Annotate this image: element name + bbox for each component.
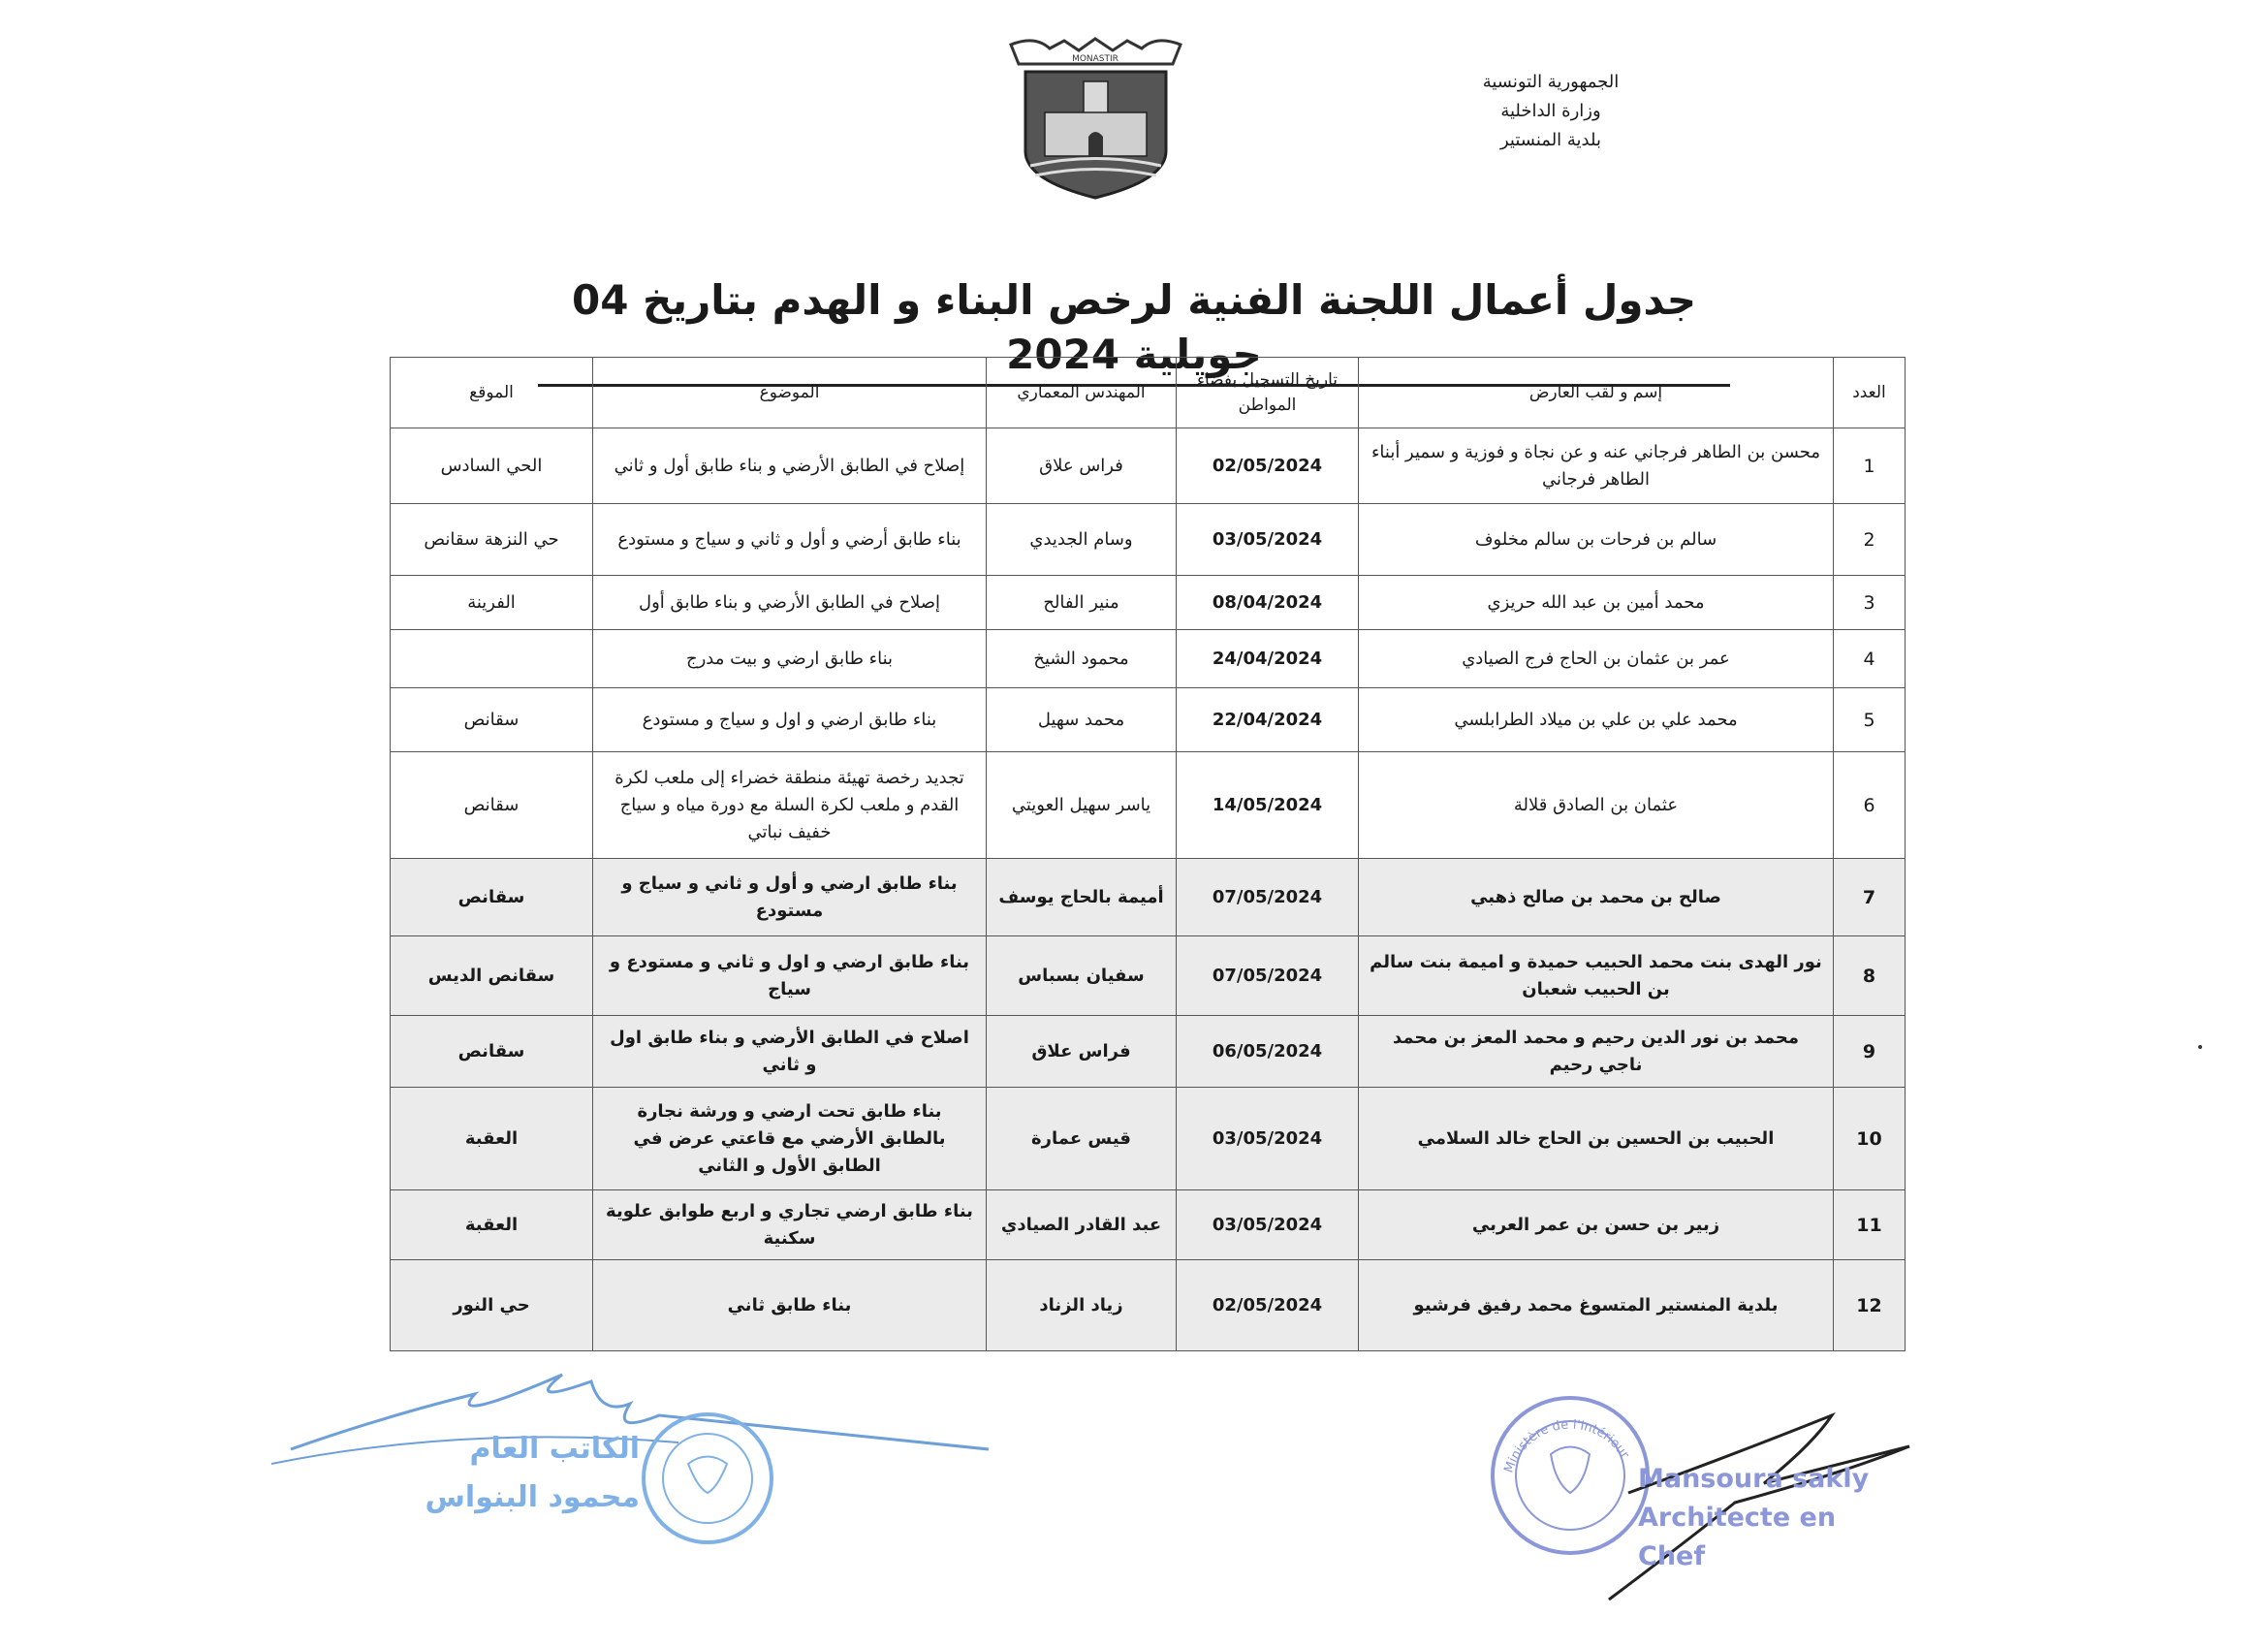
header-municipality: بلدية المنستير bbox=[1500, 130, 1601, 150]
agenda-table bbox=[390, 357, 1905, 1351]
row-architect: أميمة بالحاج يوسف bbox=[987, 859, 1177, 936]
row-subject: بناء طابق ارضي و أول و ثاني و سياج و مستودع bbox=[593, 859, 987, 936]
logo-banner-text: MONASTIR bbox=[1072, 54, 1118, 64]
row-architect: سفيان بسباس bbox=[987, 936, 1177, 1016]
row-subject: بناء طابق أرضي و أول و ثاني و سياج و مستودع bbox=[593, 504, 987, 576]
row-architect: فراس علاق bbox=[987, 428, 1177, 504]
header-architect: المهندس المعماري bbox=[987, 358, 1177, 428]
row-location: العقبة bbox=[391, 1190, 593, 1260]
row-number: 11 bbox=[1834, 1190, 1906, 1260]
chief-architect-role: Architecte en Chef bbox=[1638, 1503, 1837, 1571]
row-subject: بناء طابق ارضي و بيت مدرج bbox=[593, 630, 987, 688]
row-applicant: سالم بن فرحات بن سالم مخلوف bbox=[1359, 504, 1834, 576]
row-location: الفرينة bbox=[391, 576, 593, 630]
table-row bbox=[391, 859, 1906, 936]
row-applicant: محمد أمين بن عبد الله حريزي bbox=[1359, 576, 1834, 630]
table-row bbox=[391, 1016, 1906, 1088]
monastir-coat-of-arms-logo bbox=[1006, 35, 1185, 200]
secretary-general-signature bbox=[271, 1357, 1008, 1561]
row-subject: اصلاح في الطابق الأرضي و بناء طابق اول و ثاني bbox=[593, 1016, 987, 1088]
row-subject: بناء طابق ارضي تجاري و اربع طوابق علوية سكنية bbox=[593, 1190, 987, 1260]
row-number: 7 bbox=[1834, 859, 1906, 936]
row-subject: بناء طابق ارضي و اول و سياج و مستودع bbox=[593, 688, 987, 752]
row-location: سقانص bbox=[391, 1016, 593, 1088]
header-subject: الموضوع bbox=[593, 358, 987, 428]
row-applicant: عمر بن عثمان بن الحاج فرج الصيادي bbox=[1359, 630, 1834, 688]
row-location: حي النور bbox=[391, 1260, 593, 1351]
row-number: 1 bbox=[1834, 428, 1906, 504]
row-applicant: محمد بن نور الدين رحيم و محمد المعز بن محمد ناجي رحيم bbox=[1359, 1016, 1834, 1088]
row-number: 2 bbox=[1834, 504, 1906, 576]
row-number: 4 bbox=[1834, 630, 1906, 688]
row-number: 9 bbox=[1834, 1016, 1906, 1088]
row-subject: تجديد رخصة تهيئة منطقة خضراء إلى ملعب لكرة القدم و ملعب لكرة السلة مع دورة مياه و سياج خفيف نباتي bbox=[593, 752, 987, 859]
row-number: 12 bbox=[1834, 1260, 1906, 1351]
row-date: 24/04/2024 bbox=[1177, 630, 1359, 688]
table-row bbox=[391, 752, 1906, 859]
row-number: 10 bbox=[1834, 1088, 1906, 1190]
header-republic: الجمهورية التونسية bbox=[1482, 72, 1620, 92]
table-row bbox=[391, 1190, 1906, 1260]
header-applicant: إسم و لقب العارض bbox=[1359, 358, 1834, 428]
row-subject: إصلاح في الطابق الأرضي و بناء طابق أول bbox=[593, 576, 987, 630]
row-subject: بناء طابق ثاني bbox=[593, 1260, 987, 1351]
row-applicant: صالح بن محمد بن صالح ذهبي bbox=[1359, 859, 1834, 936]
table-row bbox=[391, 688, 1906, 752]
scan-speck bbox=[2198, 1045, 2202, 1049]
row-date: 03/05/2024 bbox=[1177, 1190, 1359, 1260]
row-number: 6 bbox=[1834, 752, 1906, 859]
row-number: 5 bbox=[1834, 688, 1906, 752]
row-architect: محمد سهيل bbox=[987, 688, 1177, 752]
row-subject: إصلاح في الطابق الأرضي و بناء طابق أول و ثاني bbox=[593, 428, 987, 504]
header-location: الموقع bbox=[391, 358, 593, 428]
row-location: الحي السادس bbox=[391, 428, 593, 504]
row-architect: زياد الزناد bbox=[987, 1260, 1177, 1351]
row-location: العقبة bbox=[391, 1088, 593, 1190]
header-date: تاريخ التسجيل بفضاء المواطن bbox=[1177, 358, 1359, 428]
row-date: 07/05/2024 bbox=[1177, 936, 1359, 1016]
row-location: سقانص bbox=[391, 859, 593, 936]
row-subject: بناء طابق تحت ارضي و ورشة نجارة بالطابق الأرضي مع قاعتي عرض في الطابق الأول و الثاني bbox=[593, 1088, 987, 1190]
row-number: 3 bbox=[1834, 576, 1906, 630]
row-architect: محمود الشيخ bbox=[987, 630, 1177, 688]
table-header-row bbox=[391, 358, 1906, 428]
row-date: 08/04/2024 bbox=[1177, 576, 1359, 630]
row-architect: قيس عمارة bbox=[987, 1088, 1177, 1190]
row-number: 8 bbox=[1834, 936, 1906, 1016]
secretary-general-name: محمود البنواس bbox=[425, 1480, 640, 1514]
row-architect: وسام الجديدي bbox=[987, 504, 1177, 576]
header-ministry: وزارة الداخلية bbox=[1500, 101, 1601, 121]
stamp-ministry-text: Ministère de l'Intérieur bbox=[1501, 1417, 1632, 1475]
row-date: 02/05/2024 bbox=[1177, 1260, 1359, 1351]
row-location: سقانص الديس bbox=[391, 936, 593, 1016]
row-date: 22/04/2024 bbox=[1177, 688, 1359, 752]
row-date: 07/05/2024 bbox=[1177, 859, 1359, 936]
header-number: العدد bbox=[1834, 358, 1906, 428]
row-applicant: محسن بن الطاهر فرجاني عنه و عن نجاة و فوزية و سمير أبناء الطاهر فرجاني bbox=[1359, 428, 1834, 504]
table-row bbox=[391, 936, 1906, 1016]
row-applicant: نور الهدى بنت محمد الحبيب حميدة و اميمة بنت سالم بن الحبيب شعبان bbox=[1359, 936, 1834, 1016]
row-architect: فراس علاق bbox=[987, 1016, 1177, 1088]
row-date: 02/05/2024 bbox=[1177, 428, 1359, 504]
row-subject: بناء طابق ارضي و اول و ثاني و مستودع و سياج bbox=[593, 936, 987, 1016]
row-location bbox=[391, 630, 593, 688]
document-title: جدول أعمال اللجنة الفنية لرخص البناء و الهدم بتاريخ 04 جويلية 2024 bbox=[538, 273, 1730, 387]
row-date: 03/05/2024 bbox=[1177, 504, 1359, 576]
row-date: 14/05/2024 bbox=[1177, 752, 1359, 859]
table-row bbox=[391, 428, 1906, 504]
row-location: حي النزهة سقانص bbox=[391, 504, 593, 576]
row-location: سقانص bbox=[391, 688, 593, 752]
row-architect: ياسر سهيل العويتي bbox=[987, 752, 1177, 859]
table-row bbox=[391, 576, 1906, 630]
table-row bbox=[391, 1260, 1906, 1351]
row-applicant: عثمان بن الصادق قلالة bbox=[1359, 752, 1834, 859]
row-date: 03/05/2024 bbox=[1177, 1088, 1359, 1190]
table-row bbox=[391, 504, 1906, 576]
row-applicant: بلدية المنستير المتسوغ محمد رفيق فرشيو bbox=[1359, 1260, 1834, 1351]
chief-architect-name: Mansoura sakly bbox=[1638, 1464, 1870, 1494]
row-architect: عبد القادر الصيادي bbox=[987, 1190, 1177, 1260]
row-applicant: محمد علي بن علي بن ميلاد الطرابلسي bbox=[1359, 688, 1834, 752]
issuer-header bbox=[1454, 68, 1648, 155]
row-architect: منير الفالح bbox=[987, 576, 1177, 630]
secretary-general-title: الكاتب العام bbox=[469, 1432, 640, 1466]
table-row bbox=[391, 630, 1906, 688]
row-applicant: الحبيب بن الحسين بن الحاج خالد السلامي bbox=[1359, 1088, 1834, 1190]
row-applicant: زبير بن حسن بن عمر العربي bbox=[1359, 1190, 1834, 1260]
row-location: سقانص bbox=[391, 752, 593, 859]
table-row bbox=[391, 1088, 1906, 1190]
row-date: 06/05/2024 bbox=[1177, 1016, 1359, 1088]
